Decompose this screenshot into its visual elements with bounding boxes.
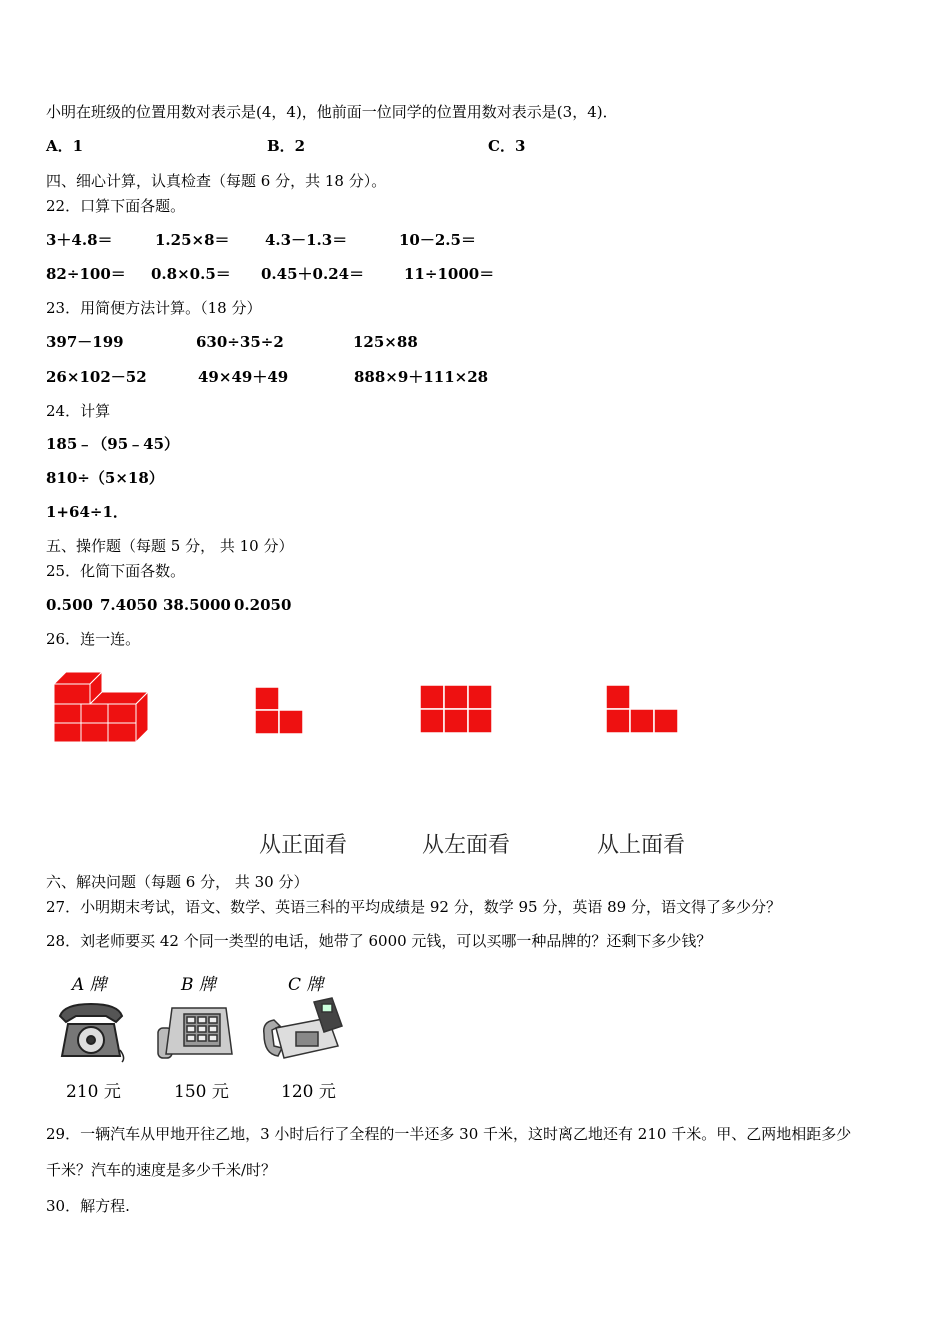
- phone-b-price: 150 元: [174, 1082, 229, 1102]
- q25-number: 38.5000: [163, 596, 231, 614]
- section-4-heading: 四、细心计算，认真检查（每题 6 分，共 18 分）。: [46, 172, 387, 190]
- q26-title: 26．连一连。: [46, 630, 141, 648]
- q22-item: 0.45＋0.24＝: [261, 265, 365, 283]
- q28-text: 28．刘老师要买 42 个同一类型的电话，她带了 6000 元钱，可以买哪一种品牌的？还剩下多少钱？: [46, 932, 712, 950]
- q30-text: 30．解方程.: [46, 1197, 130, 1215]
- section-5-heading: 五、操作题（每题 5 分， 共 10 分）: [46, 537, 294, 555]
- q22-item: 4.3－1.3＝: [265, 231, 348, 249]
- q23-item: 630÷35÷2: [196, 333, 284, 351]
- q27-text: 27．小明期末考试，语文、数学、英语三科的平均成绩是 92 分，数学 95 分，英语 89 分，语文得了多少分？: [46, 898, 781, 916]
- phone-c-brand: C 牌: [288, 975, 324, 995]
- option-c: C．3: [488, 137, 526, 155]
- option-a: A．1: [46, 137, 84, 155]
- q25-number: 0.500: [46, 596, 93, 614]
- phone-b-brand: B 牌: [181, 975, 216, 995]
- q23-item: 26×102－52: [46, 368, 147, 386]
- cube-solid-figure: [50, 668, 155, 746]
- section-6-heading: 六、解决问题（每题 6 分， 共 30 分）: [46, 873, 309, 891]
- cordless-phone-icon: [258, 996, 346, 1062]
- phone-a-price: 210 元: [66, 1082, 121, 1102]
- view-l-shape-long: [605, 684, 681, 734]
- q24-item: 1+64÷1．: [46, 503, 128, 521]
- caption-left-view: 从左面看: [422, 833, 511, 858]
- q22-item: 3＋4.8＝: [46, 231, 113, 249]
- q22-item: 82÷100＝: [46, 265, 126, 283]
- q24-title: 24．计算: [46, 402, 111, 420]
- caption-top-view: 从上面看: [597, 833, 686, 858]
- keypad-phone-icon: [152, 1000, 236, 1062]
- q22-item: 11÷1000＝: [404, 265, 495, 283]
- q22-item: 10－2.5＝: [399, 231, 476, 249]
- option-b: B．2: [267, 137, 306, 155]
- q25-title: 25．化简下面各数。: [46, 562, 186, 580]
- q24-item: 185﹣（95﹣45）: [46, 435, 180, 453]
- caption-front-view: 从正面看: [259, 833, 348, 858]
- view-l-shape-small: [254, 686, 306, 736]
- q29-text-line1: 29．一辆汽车从甲地开往乙地，3 小时后行了全程的一半还多 30 千米，这时离乙地还有 210 千米。甲、乙两地相距多少: [46, 1125, 852, 1143]
- q22-item: 1.25×8＝: [155, 231, 230, 249]
- q24-item: 810÷（5×18）: [46, 469, 164, 487]
- q22-title: 22．口算下面各题。: [46, 197, 186, 215]
- q23-item: 125×88: [353, 333, 418, 351]
- rotary-phone-icon: [54, 1000, 128, 1064]
- q23-item: 397－199: [46, 333, 124, 351]
- q22-item: 0.8×0.5＝: [151, 265, 231, 283]
- view-rectangle-3x2: [419, 684, 495, 734]
- q25-number: 0.2050: [234, 596, 292, 614]
- question-intro: 小明在班级的位置用数对表示是(4，4)，他前面一位同学的位置用数对表示是(3，4)．: [46, 103, 618, 121]
- q25-number: 7.4050: [100, 596, 158, 614]
- phone-c-price: 120 元: [281, 1082, 336, 1102]
- q29-text-line2: 千米？汽车的速度是多少千米/时？: [46, 1161, 277, 1179]
- q23-title: 23．用简便方法计算。（18 分）: [46, 299, 262, 317]
- phone-a-brand: A 牌: [72, 975, 107, 995]
- q23-item: 888×9＋111×28: [354, 368, 489, 386]
- q23-item: 49×49＋49: [198, 368, 289, 386]
